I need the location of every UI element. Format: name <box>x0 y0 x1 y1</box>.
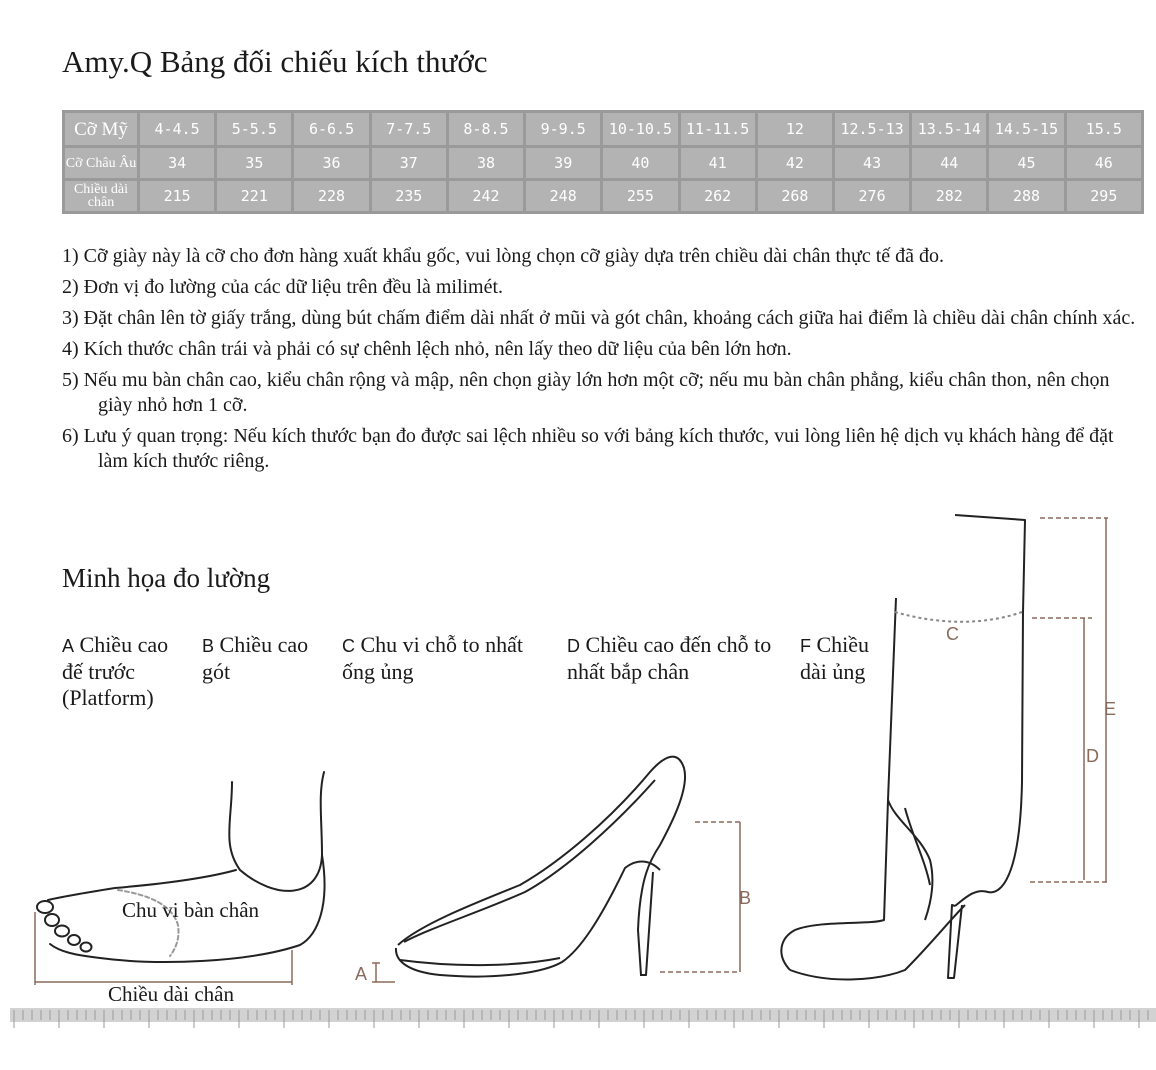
table-cell: 228 <box>294 181 368 211</box>
marker-e: E <box>1104 699 1117 719</box>
row-label: Cỡ Châu Âu <box>65 148 137 178</box>
marker-d: D <box>1086 746 1099 766</box>
table-cell: 4-4.5 <box>140 113 214 145</box>
ruler <box>10 1008 1156 1028</box>
table-cell: 42 <box>758 148 832 178</box>
table-cell: 8-8.5 <box>449 113 523 145</box>
foot-illustration <box>37 772 325 962</box>
page-title: Amy.Q Bảng đối chiếu kích thước <box>62 44 488 79</box>
table-cell: 10-10.5 <box>603 113 677 145</box>
marker-c: C <box>946 624 959 644</box>
measure-section-title: Minh họa đo lường <box>62 563 271 593</box>
pump-illustration <box>396 757 685 977</box>
boot-dimension-brackets <box>1030 518 1110 882</box>
table-cell: 43 <box>835 148 909 178</box>
table-cell: 41 <box>681 148 755 178</box>
note-item: 2) Đơn vị đo lường của các dữ liệu trên đều là milimét. <box>62 276 504 298</box>
table-cell: 235 <box>372 181 446 211</box>
table-cell: 7-7.5 <box>372 113 446 145</box>
label-text: Chiều cao gót <box>202 632 309 684</box>
boot-illustration <box>781 515 1025 979</box>
note-item: 4) Kích thước chân trái và phải có sự chênh lệch nhỏ, nên lấy theo dữ liệu của bên lớn hơn. <box>62 338 792 360</box>
table-cell: 9-9.5 <box>526 113 600 145</box>
foot-circumference-label: Chu vi bàn chân <box>122 898 260 922</box>
foot-length-label: Chiều dài chân <box>108 982 234 1006</box>
label-key: A <box>62 636 75 656</box>
table-cell: 39 <box>526 148 600 178</box>
note-item: 6) Lưu ý quan trọng: Nếu kích thước bạn đo được sai lệch nhiều so với bảng kích thước, vui lòng liên hệ dịch vụ khách hàng để đặt làm kích thước riêng. <box>62 425 1114 472</box>
marker-b: B <box>739 888 752 908</box>
note-item: 5) Nếu mu bàn chân cao, kiểu chân rộng và mập, nên chọn giày lớn hơn một cỡ; nếu mu bàn chân phẳng, kiểu chân thon, nên chọn giày nhỏ hơn 1 cỡ. <box>62 369 1110 416</box>
table-cell: 12.5-13 <box>835 113 909 145</box>
marker-a: A <box>355 964 368 984</box>
table-cell: 40 <box>603 148 677 178</box>
table-cell: 37 <box>372 148 446 178</box>
note-item: 3) Đặt chân lên tờ giấy trắng, dùng bút chấm điểm dài nhất ở mũi và gót chân, khoảng cách giữa hai điểm là chiều dài chân chính xác. <box>62 307 1136 329</box>
table-cell: 34 <box>140 148 214 178</box>
table-cell: 14.5-15 <box>989 113 1063 145</box>
label-text: Chiều dài ủng <box>800 632 870 684</box>
table-cell: 5-5.5 <box>217 113 291 145</box>
row-label: Chiều dài chân <box>65 181 137 211</box>
table-cell: 255 <box>603 181 677 211</box>
table-cell: 46 <box>1067 148 1141 178</box>
label-key: F <box>800 636 811 656</box>
table-cell: 38 <box>449 148 523 178</box>
table-cell: 44 <box>912 148 986 178</box>
note-item: 1) Cỡ giày này là cỡ cho đơn hàng xuất khẩu gốc, vui lòng chọn cỡ giày dựa trên chiều dài chân thực tế đã đo. <box>62 245 945 267</box>
table-cell: 6-6.5 <box>294 113 368 145</box>
row-label: Cỡ Mỹ <box>65 113 137 145</box>
table-cell: 13.5-14 <box>912 113 986 145</box>
label-key: B <box>202 636 215 656</box>
label-text: Chu vi chỗ to nhất ống ủng <box>342 632 524 684</box>
table-cell: 268 <box>758 181 832 211</box>
table-cell: 12 <box>758 113 832 145</box>
table-cell: 288 <box>989 181 1063 211</box>
label-key: D <box>567 636 580 656</box>
table-cell: 295 <box>1067 181 1141 211</box>
table-cell: 276 <box>835 181 909 211</box>
table-cell: 262 <box>681 181 755 211</box>
table-cell: 45 <box>989 148 1063 178</box>
table-cell: 15.5 <box>1067 113 1141 145</box>
table-cell: 242 <box>449 181 523 211</box>
table-cell: 11-11.5 <box>681 113 755 145</box>
label-text: Chiều cao đế trước (Platform) <box>62 632 169 710</box>
label-text: Chiều cao đến chỗ to nhất bắp chân <box>567 632 772 684</box>
table-cell: 36 <box>294 148 368 178</box>
label-key: C <box>342 636 355 656</box>
table-cell: 35 <box>217 148 291 178</box>
table-cell: 282 <box>912 181 986 211</box>
table-cell: 215 <box>140 181 214 211</box>
table-cell: 221 <box>217 181 291 211</box>
table-cell: 248 <box>526 181 600 211</box>
